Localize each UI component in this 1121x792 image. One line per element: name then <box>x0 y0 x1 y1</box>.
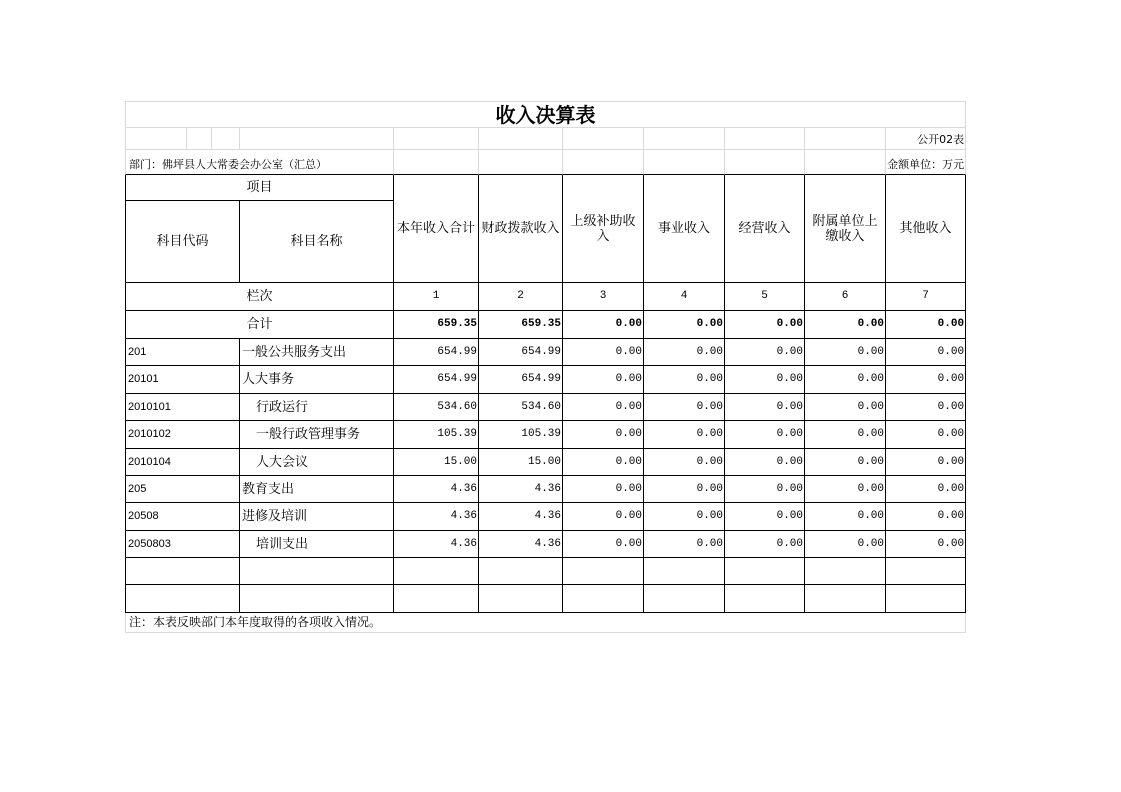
business-income: 0.00 <box>644 421 725 449</box>
blank-cell <box>212 128 240 150</box>
note-row <box>125 613 966 633</box>
affiliated-unit-remittance-income: 0.00 <box>805 476 886 503</box>
superior-subsidy-income: 0.00 <box>563 366 644 394</box>
column-index: 4 <box>644 283 725 311</box>
subject-name: 教育支出 <box>240 476 394 503</box>
affiliated-unit-remittance-income: 0.00 <box>805 366 886 394</box>
superior-subsidy-income-header-label: 上级补助收入 <box>570 213 636 244</box>
fiscal-appropriation-income: 15.00 <box>479 449 563 476</box>
column-index: 1 <box>394 283 479 311</box>
current-year-total-income: 654.99 <box>394 339 479 366</box>
empty-cell <box>394 558 479 585</box>
affiliated-unit-remittance-income: 0.00 <box>805 449 886 476</box>
operating-income: 0.00 <box>725 531 805 558</box>
affiliated-unit-remittance-income: 0.00 <box>805 503 886 531</box>
subject-name: 一般公共服务支出 <box>240 339 394 366</box>
empty-cell <box>805 558 886 585</box>
business-income: 0.00 <box>644 339 725 366</box>
current-year-total-income: 534.60 <box>394 394 479 421</box>
superior-subsidy-income: 0.00 <box>563 476 644 503</box>
title-row <box>125 101 966 128</box>
operating-income: 0.00 <box>725 339 805 366</box>
superior-subsidy-income-header <box>563 175 644 283</box>
fiscal-appropriation-income: 4.36 <box>479 531 563 558</box>
blank-cell <box>240 128 394 150</box>
fiscal-appropriation-income: 534.60 <box>479 394 563 421</box>
empty-row <box>125 558 966 585</box>
form-code: 公开02表 <box>886 128 966 150</box>
fiscal-appropriation-income: 4.36 <box>479 476 563 503</box>
form-code-row <box>125 128 966 150</box>
other-income: 0.00 <box>886 394 966 421</box>
column-index: 6 <box>805 283 886 311</box>
fiscal-appropriation-income-header: 财政拨款收入 <box>479 175 563 283</box>
total-label: 合计 <box>125 311 394 339</box>
subject-code: 2010101 <box>125 394 240 421</box>
fiscal-appropriation-income: 659.35 <box>479 311 563 339</box>
business-income: 0.00 <box>644 311 725 339</box>
subject-code: 20101 <box>125 366 240 394</box>
superior-subsidy-income: 0.00 <box>563 449 644 476</box>
current-year-total-income: 4.36 <box>394 503 479 531</box>
empty-cell <box>563 558 644 585</box>
fiscal-appropriation-income: 654.99 <box>479 366 563 394</box>
blank-cell <box>125 128 187 150</box>
data-row <box>125 476 966 503</box>
operating-income: 0.00 <box>725 476 805 503</box>
empty-cell <box>725 558 805 585</box>
other-income: 0.00 <box>886 476 966 503</box>
other-income: 0.00 <box>886 503 966 531</box>
subject-code: 201 <box>125 339 240 366</box>
subject-code-header: 科目代码 <box>125 201 240 283</box>
project-header: 项目 <box>125 175 394 201</box>
data-row <box>125 503 966 531</box>
empty-cell <box>125 585 240 613</box>
page-title: 收入决算表 <box>125 101 966 128</box>
subject-name: 人大事务 <box>240 366 394 394</box>
blank-cell <box>479 128 563 150</box>
subject-code: 20508 <box>125 503 240 531</box>
operating-income: 0.00 <box>725 503 805 531</box>
subject-name: 进修及培训 <box>240 503 394 531</box>
empty-cell <box>886 585 966 613</box>
business-income: 0.00 <box>644 476 725 503</box>
current-year-total-income: 15.00 <box>394 449 479 476</box>
empty-cell <box>479 558 563 585</box>
empty-cell <box>479 585 563 613</box>
column-index-row <box>125 283 966 311</box>
header-row-project <box>125 175 966 201</box>
data-row <box>125 366 966 394</box>
other-income: 0.00 <box>886 339 966 366</box>
affiliated-unit-remittance-income: 0.00 <box>805 339 886 366</box>
affiliated-unit-remittance-income-header-label: 附属单位上缴收入 <box>812 213 878 244</box>
data-row <box>125 449 966 476</box>
empty-cell <box>240 558 394 585</box>
data-row <box>125 421 966 449</box>
operating-income-header: 经营收入 <box>725 175 805 283</box>
column-index: 3 <box>563 283 644 311</box>
subject-name: 一般行政管理事务 <box>240 421 394 449</box>
affiliated-unit-remittance-income: 0.00 <box>805 531 886 558</box>
table-note: 注：本表反映部门本年度取得的各项收入情况。 <box>125 613 966 633</box>
business-income: 0.00 <box>644 503 725 531</box>
empty-row <box>125 585 966 613</box>
income-final-accounts-table <box>125 101 966 633</box>
blank-cell <box>725 150 805 175</box>
superior-subsidy-income: 0.00 <box>563 339 644 366</box>
blank-cell <box>644 150 725 175</box>
current-year-total-income: 105.39 <box>394 421 479 449</box>
blank-cell <box>187 128 212 150</box>
business-income: 0.00 <box>644 531 725 558</box>
current-year-total-income: 4.36 <box>394 476 479 503</box>
subject-code: 2050803 <box>125 531 240 558</box>
empty-cell <box>644 558 725 585</box>
operating-income: 0.00 <box>725 449 805 476</box>
department-row <box>125 150 966 175</box>
affiliated-unit-remittance-income: 0.00 <box>805 394 886 421</box>
other-income: 0.00 <box>886 421 966 449</box>
column-index-label: 栏次 <box>125 283 394 311</box>
empty-cell <box>240 585 394 613</box>
empty-cell <box>805 585 886 613</box>
other-income-header: 其他收入 <box>886 175 966 283</box>
subject-code: 205 <box>125 476 240 503</box>
superior-subsidy-income: 0.00 <box>563 311 644 339</box>
subject-name: 行政运行 <box>240 394 394 421</box>
blank-cell <box>725 128 805 150</box>
blank-cell <box>563 150 644 175</box>
blank-cell <box>563 128 644 150</box>
data-row <box>125 394 966 421</box>
empty-cell <box>394 585 479 613</box>
affiliated-unit-remittance-income: 0.00 <box>805 311 886 339</box>
superior-subsidy-income: 0.00 <box>563 503 644 531</box>
total-row <box>125 311 966 339</box>
operating-income: 0.00 <box>725 311 805 339</box>
column-index: 2 <box>479 283 563 311</box>
subject-name: 培训支出 <box>240 531 394 558</box>
operating-income: 0.00 <box>725 366 805 394</box>
other-income: 0.00 <box>886 449 966 476</box>
blank-cell <box>394 128 479 150</box>
affiliated-unit-remittance-income: 0.00 <box>805 421 886 449</box>
empty-cell <box>886 558 966 585</box>
data-row <box>125 339 966 366</box>
business-income: 0.00 <box>644 366 725 394</box>
other-income: 0.00 <box>886 531 966 558</box>
empty-cell <box>563 585 644 613</box>
superior-subsidy-income: 0.00 <box>563 394 644 421</box>
operating-income: 0.00 <box>725 421 805 449</box>
empty-cell <box>125 558 240 585</box>
subject-name: 人大会议 <box>240 449 394 476</box>
current-year-total-income-header: 本年收入合计 <box>394 175 479 283</box>
blank-cell <box>394 150 479 175</box>
superior-subsidy-income: 0.00 <box>563 421 644 449</box>
current-year-total-income: 654.99 <box>394 366 479 394</box>
department-label: 部门：佛坪县人大常委会办公室（汇总） <box>125 150 394 175</box>
blank-cell <box>644 128 725 150</box>
amount-unit: 金额单位：万元 <box>886 150 966 175</box>
fiscal-appropriation-income: 105.39 <box>479 421 563 449</box>
blank-cell <box>805 128 886 150</box>
fiscal-appropriation-income: 654.99 <box>479 339 563 366</box>
other-income: 0.00 <box>886 366 966 394</box>
superior-subsidy-income: 0.00 <box>563 531 644 558</box>
blank-cell <box>805 150 886 175</box>
subject-code: 2010104 <box>125 449 240 476</box>
other-income: 0.00 <box>886 311 966 339</box>
empty-cell <box>725 585 805 613</box>
business-income: 0.00 <box>644 394 725 421</box>
blank-cell <box>479 150 563 175</box>
fiscal-appropriation-income: 4.36 <box>479 503 563 531</box>
current-year-total-income: 659.35 <box>394 311 479 339</box>
data-row <box>125 531 966 558</box>
operating-income: 0.00 <box>725 394 805 421</box>
empty-cell <box>644 585 725 613</box>
business-income-header: 事业收入 <box>644 175 725 283</box>
current-year-total-income: 4.36 <box>394 531 479 558</box>
subject-code: 2010102 <box>125 421 240 449</box>
subject-name-header: 科目名称 <box>240 201 394 283</box>
column-index: 5 <box>725 283 805 311</box>
business-income: 0.00 <box>644 449 725 476</box>
affiliated-unit-remittance-income-header <box>805 175 886 283</box>
column-index: 7 <box>886 283 966 311</box>
